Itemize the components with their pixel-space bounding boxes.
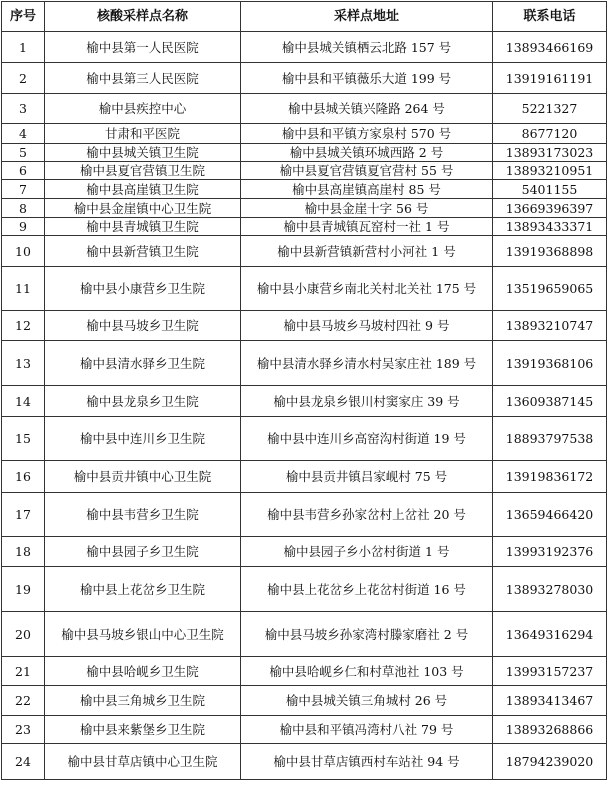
site-name-cell: 榆中县第一人民医院: [45, 32, 241, 63]
phone-cell: 13919368106: [493, 341, 607, 386]
phone-cell: 13893433371: [493, 218, 607, 236]
sampling-sites-table: [1, 1, 607, 780]
site-address-cell: 榆中县城关镇环城西路 2 号: [241, 144, 493, 162]
site-name-cell: 榆中县城关镇卫生院: [45, 144, 241, 162]
site-name-cell: 榆中县小康营乡卫生院: [45, 267, 241, 311]
header-index: 序号: [2, 2, 45, 32]
site-name-cell: 榆中县马坡乡银山中心卫生院: [45, 612, 241, 657]
site-address-cell: 榆中县马坡乡马坡村四社 9 号: [241, 311, 493, 341]
site-address-cell: 榆中县城关镇栖云北路 157 号: [241, 32, 493, 63]
phone-cell: 13893278030: [493, 567, 607, 612]
table-row: [2, 537, 607, 567]
site-address-cell: 榆中县小康营乡南北关村北关社 175 号: [241, 267, 493, 311]
row-index-cell: 23: [2, 716, 45, 744]
site-name-cell: 榆中县疾控中心: [45, 94, 241, 124]
row-index-cell: 10: [2, 236, 45, 267]
row-index-cell: 14: [2, 386, 45, 417]
phone-cell: 5221327: [493, 94, 607, 124]
header-site-name: 核酸采样点名称: [45, 2, 241, 32]
table-row: [2, 63, 607, 94]
phone-cell: 13669396397: [493, 199, 607, 218]
site-address-cell: 榆中县园子乡小岔村街道 1 号: [241, 537, 493, 567]
site-address-cell: 榆中县甘草店镇西村车站社 94 号: [241, 744, 493, 780]
row-index-cell: 6: [2, 162, 45, 180]
site-address-cell: 榆中县龙泉乡银川村窦家庄 39 号: [241, 386, 493, 417]
site-address-cell: 榆中县上花岔乡上花岔村街道 16 号: [241, 567, 493, 612]
site-name-cell: 榆中县龙泉乡卫生院: [45, 386, 241, 417]
phone-cell: 18794239020: [493, 744, 607, 780]
site-address-cell: 榆中县城关镇三角城村 26 号: [241, 686, 493, 716]
table-row: [2, 162, 607, 180]
row-index-cell: 13: [2, 341, 45, 386]
site-name-cell: 甘肃和平医院: [45, 124, 241, 144]
site-name-cell: 榆中县高崖镇卫生院: [45, 180, 241, 199]
table-row: [2, 341, 607, 386]
row-index-cell: 22: [2, 686, 45, 716]
site-address-cell: 榆中县青城镇瓦窑村一社 1 号: [241, 218, 493, 236]
site-name-cell: 榆中县来紫堡乡卫生院: [45, 716, 241, 744]
table-row: [2, 218, 607, 236]
site-name-cell: 榆中县贡井镇中心卫生院: [45, 461, 241, 493]
site-address-cell: 榆中县清水驿乡清水村吴家庄社 189 号: [241, 341, 493, 386]
table-row: [2, 32, 607, 63]
phone-cell: 13993192376: [493, 537, 607, 567]
site-name-cell: 榆中县甘草店镇中心卫生院: [45, 744, 241, 780]
site-address-cell: 榆中县高崖镇高崖村 85 号: [241, 180, 493, 199]
table-row: [2, 493, 607, 537]
phone-cell: 13919836172: [493, 461, 607, 493]
site-address-cell: 榆中县韦营乡孙家岔村上岔社 20 号: [241, 493, 493, 537]
row-index-cell: 1: [2, 32, 45, 63]
table-row: [2, 94, 607, 124]
site-name-cell: 榆中县马坡乡卫生院: [45, 311, 241, 341]
site-address-cell: 榆中县夏官营镇夏官营村 55 号: [241, 162, 493, 180]
site-name-cell: 榆中县夏官营镇卫生院: [45, 162, 241, 180]
row-index-cell: 18: [2, 537, 45, 567]
table-row: [2, 124, 607, 144]
phone-cell: 18893797538: [493, 417, 607, 461]
row-index-cell: 20: [2, 612, 45, 657]
phone-cell: 5401155: [493, 180, 607, 199]
table-row: [2, 686, 607, 716]
table-row: [2, 199, 607, 218]
site-address-cell: 榆中县和平镇薇乐大道 199 号: [241, 63, 493, 94]
phone-cell: 13919368898: [493, 236, 607, 267]
row-index-cell: 19: [2, 567, 45, 612]
row-index-cell: 8: [2, 199, 45, 218]
site-name-cell: 榆中县哈岘乡卫生院: [45, 657, 241, 686]
site-address-cell: 榆中县金崖十字 56 号: [241, 199, 493, 218]
phone-cell: 13919161191: [493, 63, 607, 94]
table-row: [2, 180, 607, 199]
row-index-cell: 11: [2, 267, 45, 311]
phone-cell: 8677120: [493, 124, 607, 144]
site-name-cell: 榆中县青城镇卫生院: [45, 218, 241, 236]
site-address-cell: 榆中县城关镇兴隆路 264 号: [241, 94, 493, 124]
row-index-cell: 2: [2, 63, 45, 94]
row-index-cell: 24: [2, 744, 45, 780]
site-address-cell: 榆中县马坡乡孙家湾村滕家磨社 2 号: [241, 612, 493, 657]
site-address-cell: 榆中县贡井镇吕家岘村 75 号: [241, 461, 493, 493]
table-row: [2, 744, 607, 780]
row-index-cell: 12: [2, 311, 45, 341]
header-site-address: 采样点地址: [241, 2, 493, 32]
phone-cell: 13649316294: [493, 612, 607, 657]
table-row: [2, 386, 607, 417]
row-index-cell: 16: [2, 461, 45, 493]
row-index-cell: 17: [2, 493, 45, 537]
table-row: [2, 657, 607, 686]
site-name-cell: 榆中县韦营乡卫生院: [45, 493, 241, 537]
site-name-cell: 榆中县第三人民医院: [45, 63, 241, 94]
site-address-cell: 榆中县中连川乡高窑沟村街道 19 号: [241, 417, 493, 461]
site-name-cell: 榆中县三角城乡卫生院: [45, 686, 241, 716]
phone-cell: 13659466420: [493, 493, 607, 537]
phone-cell: 13893413467: [493, 686, 607, 716]
site-name-cell: 榆中县园子乡卫生院: [45, 537, 241, 567]
row-index-cell: 7: [2, 180, 45, 199]
phone-cell: 13519659065: [493, 267, 607, 311]
row-index-cell: 15: [2, 417, 45, 461]
table-row: [2, 236, 607, 267]
row-index-cell: 3: [2, 94, 45, 124]
table-row: [2, 267, 607, 311]
phone-cell: 13609387145: [493, 386, 607, 417]
phone-cell: 13893173023: [493, 144, 607, 162]
phone-cell: 13893210747: [493, 311, 607, 341]
site-address-cell: 榆中县和平镇冯湾村八社 79 号: [241, 716, 493, 744]
table-row: [2, 417, 607, 461]
phone-cell: 13893210951: [493, 162, 607, 180]
site-name-cell: 榆中县中连川乡卫生院: [45, 417, 241, 461]
site-address-cell: 榆中县和平镇方家泉村 570 号: [241, 124, 493, 144]
row-index-cell: 5: [2, 144, 45, 162]
header-phone: 联系电话: [493, 2, 607, 32]
table-row: [2, 716, 607, 744]
header-row: [2, 2, 607, 32]
table-row: [2, 311, 607, 341]
table-row: [2, 461, 607, 493]
site-address-cell: 榆中县新营镇新营村小河社 1 号: [241, 236, 493, 267]
row-index-cell: 4: [2, 124, 45, 144]
site-name-cell: 榆中县金崖镇中心卫生院: [45, 199, 241, 218]
site-address-cell: 榆中县哈岘乡仁和村草池社 103 号: [241, 657, 493, 686]
site-name-cell: 榆中县清水驿乡卫生院: [45, 341, 241, 386]
phone-cell: 13893466169: [493, 32, 607, 63]
phone-cell: 13893268866: [493, 716, 607, 744]
table-row: [2, 567, 607, 612]
site-name-cell: 榆中县新营镇卫生院: [45, 236, 241, 267]
table-row: [2, 144, 607, 162]
row-index-cell: 21: [2, 657, 45, 686]
table-body: [2, 32, 607, 780]
site-name-cell: 榆中县上花岔乡卫生院: [45, 567, 241, 612]
table-row: [2, 612, 607, 657]
phone-cell: 13993157237: [493, 657, 607, 686]
row-index-cell: 9: [2, 218, 45, 236]
